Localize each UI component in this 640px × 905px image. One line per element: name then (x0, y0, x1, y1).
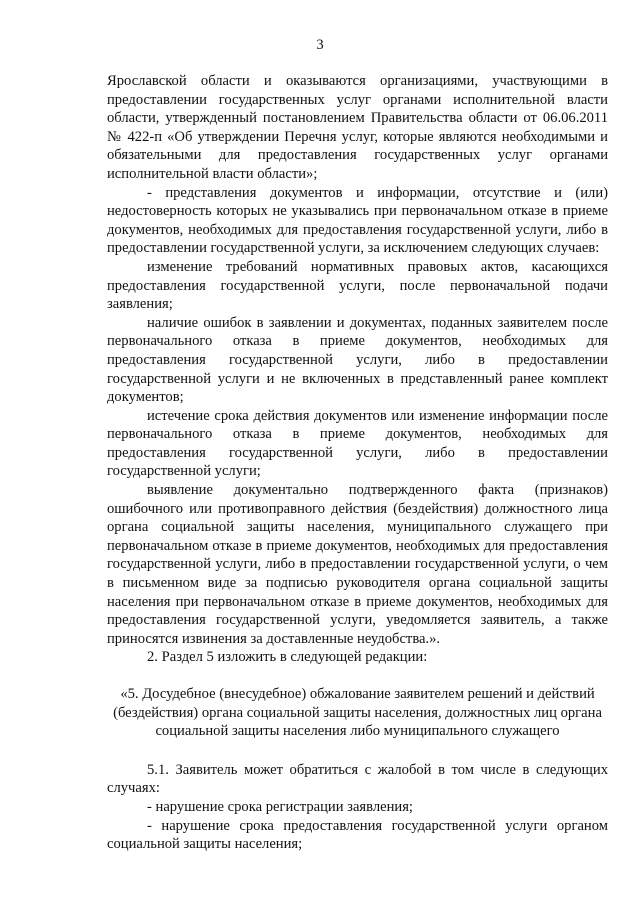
paragraph-6: выявление документально подтвержденного факта (признаков) ошибочного или противоправного действия (бездействия) должностного лица органа социальной защиты населения, муниципального служащего при первоначальном отказе в приеме документов, необходимых для предоставления государственной услуги, либо в предоставлении государственной услуги, о чем в письменном виде за подписью руководителя органа социальной защиты населения при первоначальном отказе в приеме документов, необходимых для предоставления государственной услуги, уведомляется заявитель, а также приносятся извинения за доставленные неудобства.». (107, 482, 608, 647)
section-paragraph-2: - нарушение срока регистрации заявления; (147, 798, 413, 815)
section-heading-line-1: «5. Досудебное (внесудебное) обжалование заявителем решений и действий (120, 686, 595, 702)
paragraph-4: наличие ошибок в заявлении и документах, поданных заявителем после первоначального отказа в приеме документов, необходимых для предоставления государственной услуги, либо в предоставлении государственной услуги и не включенных в представленный ранее комплект документов; (107, 314, 608, 406)
paragraph-5: истечение срока действия документов или изменение информации после первоначального отказа в приеме документов, необходимых для предоставления государственной услуги, либо в предоставлении государственной услуги; (107, 407, 608, 480)
paragraph-2: - представления документов и информации, отсутствие и (или) недостоверность которых не указывались при первоначальном отказе в приеме документов, необходимых для предоставления государственной услуги, либо в предоставлении государственной услуги, за исключением следующих случаев: (107, 184, 608, 257)
section-paragraph-3: - нарушение срока предоставления государственной услуги органом социальной защиты населения; (107, 817, 608, 853)
section-heading (107, 685, 608, 741)
paragraph-7: 2. Раздел 5 изложить в следующей редакции: (147, 649, 428, 666)
section-heading-line-3: социальной защиты населения либо муниципального служащего (155, 723, 560, 740)
document-body (107, 72, 608, 854)
paragraph-3: изменение требований нормативных правовых актов, касающихся предоставления государственной услуги, после первоначальной подачи заявления; (107, 258, 608, 313)
paragraph-1: Ярославской области и оказываются организациями, участвующими в предоставлении государственных услуг органами исполнительной власти области, утвержденный постановлением Правительства области от 06.06.2011 № 422-п «Об утверждении Перечня услуг, которые являются необходимыми и обязательными для предоставления государственных услуг органами исполнительной власти области»; (107, 73, 608, 182)
section-paragraph-1: 5.1. Заявитель может обратиться с жалобой в том числе в следующих случаях: (107, 761, 608, 797)
page-number: 3 (316, 37, 324, 53)
section-heading-line-2: (бездействия) органа социальной защиты населения, должностных лиц органа (113, 704, 602, 721)
